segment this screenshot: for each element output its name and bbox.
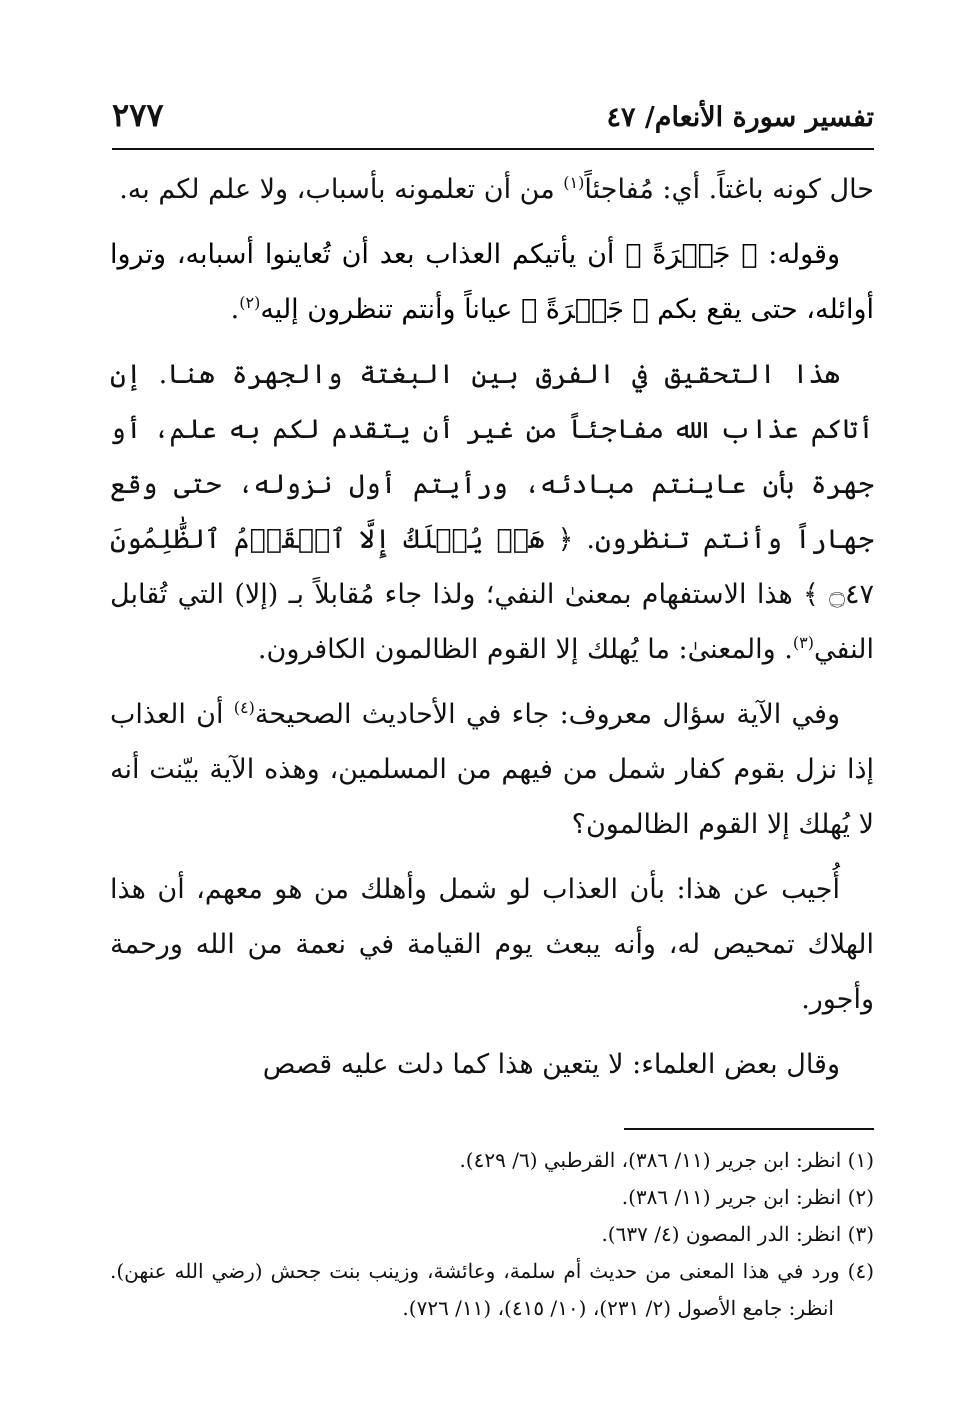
paragraph-text: وقوله: ﴿ جَهۡرَةً ﴾ أن يأتيكم العذاب بعد أن تُعاينوا أسبابه، وتروا أوائله، حتى يقع بكم ﴿ جَهۡرَةً ﴾ عياناً وأنتم تنظرون إليه bbox=[110, 239, 874, 325]
footnote-ref: (٤) bbox=[233, 698, 255, 717]
paragraph-text: وفي الآية سؤال معروف: جاء في الأحاديث الصحيحة bbox=[254, 699, 840, 730]
paragraph-text: وقال بعض العلماء: لا يتعين هذا كما دلت عليه قصص bbox=[262, 1049, 840, 1080]
footnote-ref: (٢) bbox=[239, 293, 261, 312]
paragraph-text: من أن تعلمونه بأسباب، ولا علم لكم به. bbox=[119, 174, 555, 205]
paragraph bbox=[110, 347, 874, 677]
paragraph-text: أن العذاب إذا نزل بقوم كفار شمل من فيهم من المسلمين، وهذه الآية بيّنت أنه لا يُهلك إلا القوم الظالمون؟ bbox=[110, 699, 874, 840]
footnote: (١) انظر: ابن جرير (١١/ ٣٨٦)، القرطبي (٦/ ٤٢٩). bbox=[459, 1148, 874, 1172]
page-number: ٢٧٧ bbox=[112, 96, 164, 134]
paragraph bbox=[110, 162, 874, 217]
running-title: تفسير سورة الأنعام/ ٤٧ bbox=[606, 102, 874, 133]
footnote: (٢) انظر: ابن جرير (١١/ ٣٨٦). bbox=[621, 1185, 874, 1209]
paragraph-text: حال كونه باغتاً. أي: مُفاجئاً bbox=[584, 174, 874, 205]
page-header bbox=[112, 92, 874, 150]
footnotes bbox=[110, 1142, 874, 1327]
paragraph-text: أُجيب عن هذا: بأن العذاب لو شمل وأهلك من هو معهم، أن هذا الهلاك تمحيص له، وأنه يبعث يوم القيامة في نعمة من الله ورحمة وأجور. bbox=[110, 874, 874, 1015]
footnote-ref: (٣) bbox=[792, 633, 814, 652]
paragraph bbox=[110, 687, 874, 852]
paragraph-text: هذا التحقيق في الفرق بين البغتة والجهرة هنا. إن أتاكم عذاب الله مفاجئاً من غير أن يتقدم لكم به علم، أو جهرة بأن عاينتم مبادئه، ورأيتم أول نزوله، حتى وقع جهاراً وأنتم تنظرون. ﴿ هَلۡ يُهۡلَكُ إِلَّا ٱلۡقَوۡمُ ٱلظَّٰلِمُونَ ۝٤٧ ﴾ هذا الاستفهام بمعنىٰ النفي؛ ولذا جاء مُقابلاً بـ (إلا) التي تُقابل النفي bbox=[110, 359, 874, 665]
footnote: (٤) ورد في هذا المعنى من حديث أم سلمة، وعائشة، وزينب بنت جحش (رضي الله عنهن). انظر: جامع الأصول (٢/ ٢٣١)، (١٠/ ٤١٥)، (١١/ ٧٢٦). bbox=[110, 1259, 874, 1320]
footnote-ref: (١) bbox=[563, 173, 585, 192]
paragraph-text: . والمعنىٰ: ما يُهلك إلا القوم الظالمون الكافرون. bbox=[257, 634, 793, 665]
paragraph bbox=[110, 862, 874, 1027]
main-text bbox=[110, 162, 874, 1102]
paragraph: وقوله: ﴿ جَهۡرَةً ﴾ أن يأتيكم العذاب بعد أن تُعاينوا أسبابه، وتروا أوائله، حتى يقع بكم ﴿ جَهۡرَةً ﴾ عياناً وأنتم تنظرون إليه$^{(٢)}$. bbox=[110, 239, 874, 325]
footnote-divider bbox=[624, 1128, 874, 1130]
footnote: (٣) انظر: الدر المصون (٤/ ٦٣٧). bbox=[601, 1222, 874, 1246]
paragraph bbox=[110, 1037, 874, 1092]
